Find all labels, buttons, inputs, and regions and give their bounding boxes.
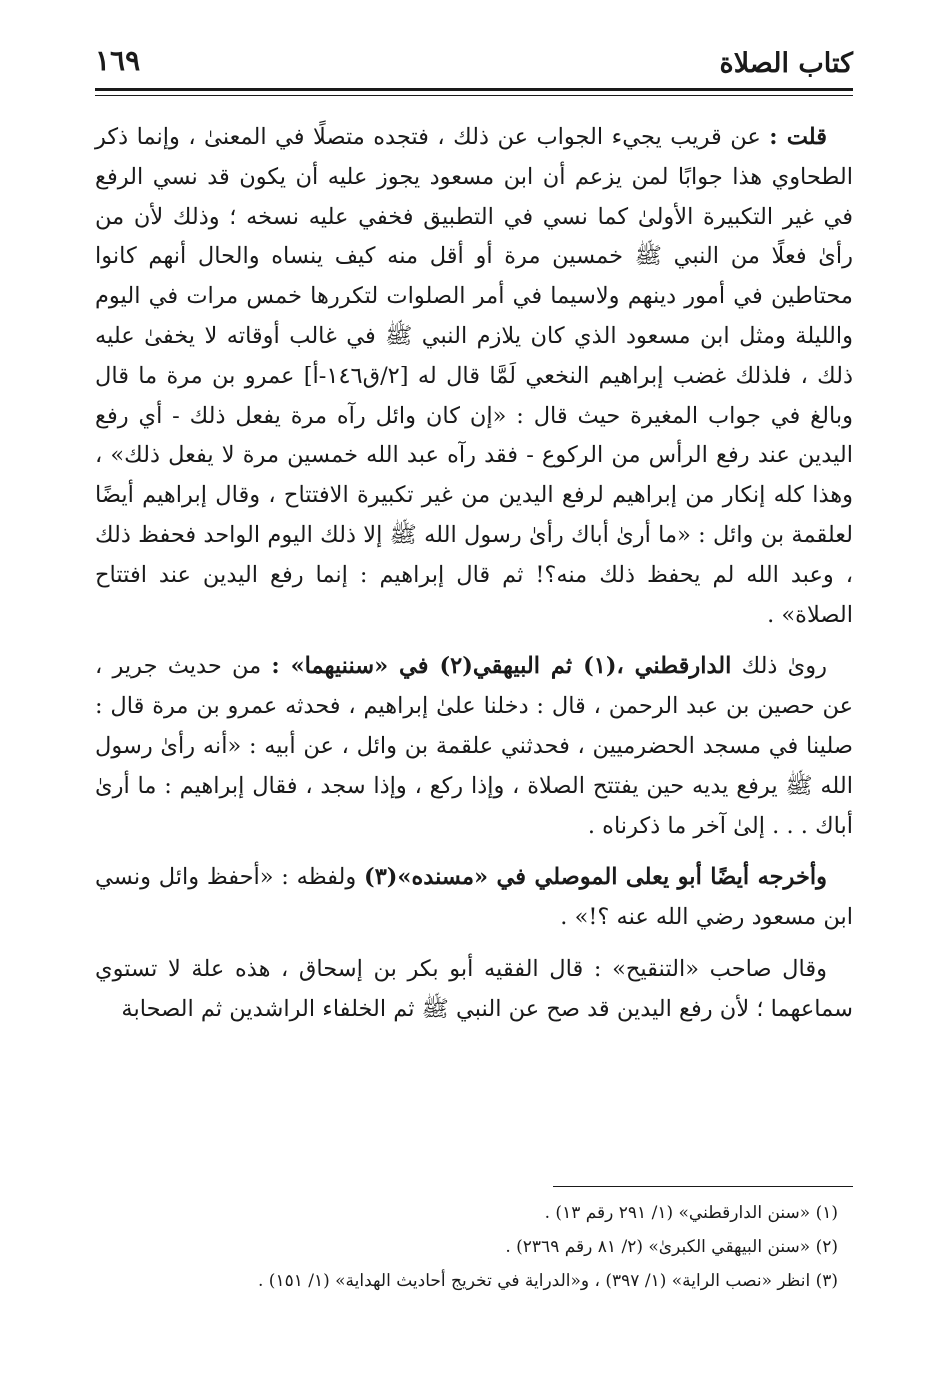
page-number: ١٦٩ <box>95 44 141 77</box>
book-title: كتاب الصلاة <box>719 48 853 79</box>
paragraph-3-bold: وأخرجه أيضًا أبو يعلى الموصلي في «مسنده»(٣) <box>364 864 827 891</box>
paragraph-1-lead: قلت : <box>769 124 827 150</box>
paragraph-2-start: روىٰ ذلك <box>731 653 828 680</box>
footnote-2: (٢) «سنن البيهقي الكبرىٰ» (٢/ ٨١ رقم ٢٣٦٩) . <box>505 1237 838 1257</box>
paragraph-3 <box>95 858 853 938</box>
footnote-rule <box>553 1186 853 1187</box>
footnotes <box>95 1196 838 1298</box>
paragraph-2-bold: الدارقطني ،(١) ثم البيهقي(٢) في «سننيهما» : <box>271 653 732 680</box>
footnote-1: (١) «سنن الدارقطني» (١/ ٢٩١ رقم ١٣) . <box>544 1203 838 1223</box>
paragraph-2-text: من حديث جرير ، عن حصين بن عبد الرحمن ، قال : دخلنا علىٰ إبراهيم ، فحدثه عمرو بن مرة قال : صلينا في مسجد الحضرميين ، فحدثني علقمة بن وائل ، عن أبيه : «أنه رأىٰ رسول الله ﷺ يرفع يديه حين يفتتح الصلاة ، وإذا ركع ، وإذا سجد ، فقال إبراهيم : ما أرىٰ أباك . . . إلىٰ آخر ما ذكرناه . <box>95 653 853 839</box>
main-text <box>95 118 853 1030</box>
footnote-3: (٣) انظر «نصب الراية» (١/ ٣٩٧) ، و«الدراية في تخريج أحاديث الهداية» (١/ ١٥١) . <box>257 1271 838 1291</box>
paragraph-4 <box>95 950 853 1030</box>
paragraph-4-text: وقال صاحب «التنقيح» : قال الفقيه أبو بكر بن إسحاق ، هذه علة لا تستوي سماعهما ؛ لأن رفع اليدين قد صح عن النبي ﷺ ثم الخلفاء الراشدين ثم الصحابة <box>95 955 853 1022</box>
paragraph-3-text: ولفظه : «أحفظ وائل ونسي ابن مسعود رضي الله عنه ؟!» . <box>95 864 853 931</box>
page-header <box>95 40 853 92</box>
paragraph-2 <box>95 647 853 846</box>
paragraph-1-text: عن قريب يجيء الجواب عن ذلك ، فتجده متصلًا في المعنىٰ ، وإنما ذكر الطحاوي هذا جوابًا لمن يزعم أن ابن مسعود يجوز عليه أن يكون قد نسي الرفع في غير التكبيرة الأولىٰ كما نسي في التطبيق فخفي عليه نسخه ؛ وذلك لأن من رأىٰ فعلًا من النبي ﷺ خمسين مرة أو أقل منه كيف ينساه والحال أنهم كانوا محتاطين في أمور دينهم ولاسيما في أمر الصلوات لتكررها خمس مرات في اليوم والليلة ومثل ابن مسعود الذي كان يلازم النبي ﷺ في غالب أوقاته لا يخفىٰ عليه ذلك ، فلذلك غضب إبراهيم النخعي لَمَّا قال له [٢/ق١٤٦-أ] عمرو بن مرة ما قال وبالغ في جواب المغيرة حيث قال : «إن كان وائل رآه مرة يفعل ذلك - أي رفع اليدين عند رفع الرأس من الركوع - فقد رآه عبد الله خمسين مرة لا يفعل ذلك» ، وهذا كله إنكار من إبراهيم لرفع اليدين من غير تكبيرة الافتتاح ، وقال إبراهيم أيضًا لعلقمة بن وائل : «ما أرىٰ أباك رأىٰ رسول الله ﷺ إلا ذلك اليوم الواحد فحفظ ذلك ، وعبد الله لم يحفظ ذلك منه؟! ثم قال إبراهيم : إنما رفع اليدين عند افتتاح الصلاة» . <box>95 124 853 628</box>
header-rule-thick <box>95 88 853 91</box>
paragraph-1 <box>95 118 853 635</box>
header-rule-thin <box>95 95 853 96</box>
